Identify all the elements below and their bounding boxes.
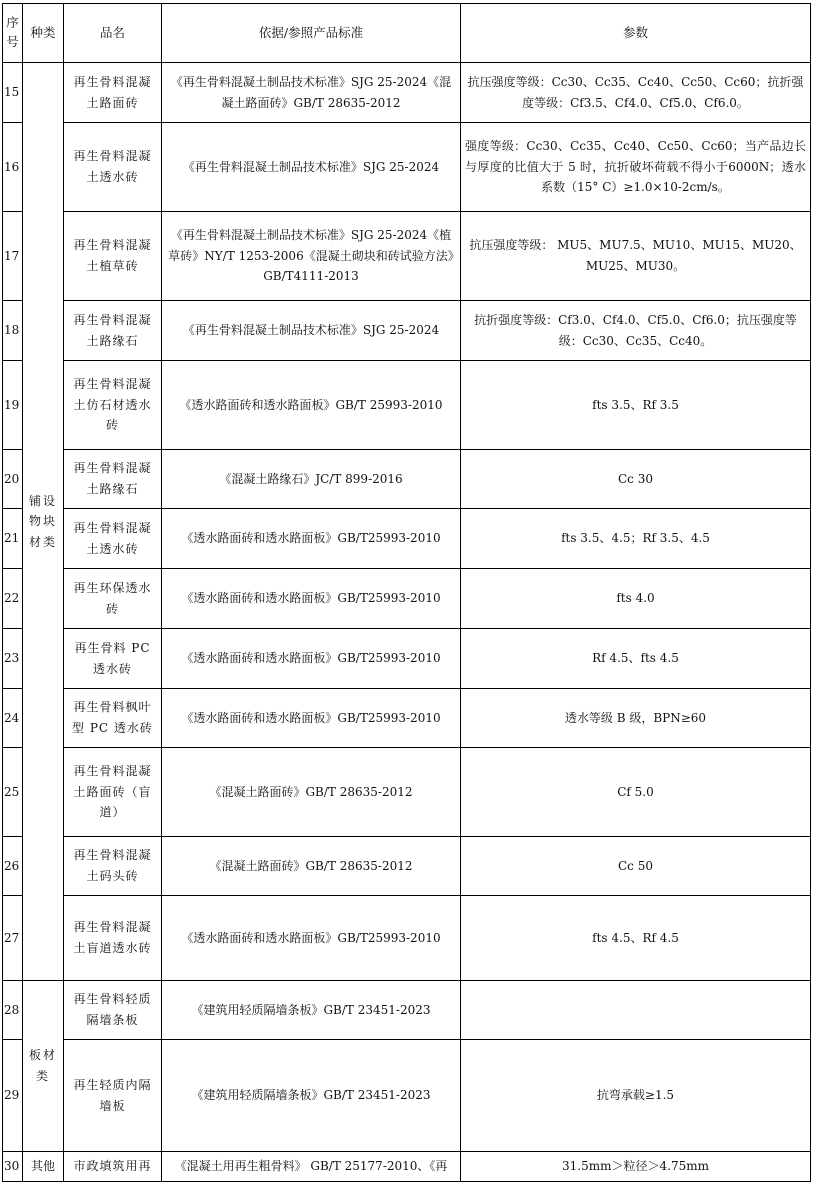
product-standard: 《建筑用轻质隔墙条板》GB/T 23451-2023 <box>162 1040 461 1152</box>
product-params: Cf 5.0 <box>461 748 811 837</box>
row-no: 28 <box>3 981 23 1040</box>
row-no: 17 <box>3 212 23 301</box>
header-category: 种类 <box>23 4 64 63</box>
product-standard: 《混凝土路缘石》JC/T 899-2016 <box>162 450 461 509</box>
table-row <box>3 301 811 361</box>
product-standard: 《混凝土路面砖》GB/T 28635-2012 <box>162 837 461 896</box>
category-other: 其他 <box>23 1152 64 1182</box>
product-params: Cc 50 <box>461 837 811 896</box>
product-name: 再生骨料混凝土路缘石 <box>64 450 162 509</box>
row-no: 27 <box>3 896 23 981</box>
product-standard: 《再生骨料混凝土制品技术标准》SJG 25-2024 <box>162 123 461 212</box>
product-standard: 《透水路面砖和透水路面板》GB/T25993-2010 <box>162 569 461 629</box>
row-no: 29 <box>3 1040 23 1152</box>
product-params <box>461 981 811 1040</box>
product-standard: 《再生骨料混凝土制品技术标准》SJG 25-2024《混凝土路面砖》GB/T 28635-2012 <box>162 63 461 123</box>
product-name: 再生骨料混凝土码头砖 <box>64 837 162 896</box>
product-name: 再生骨料混凝土透水砖 <box>64 509 162 569</box>
table-row <box>3 1040 811 1152</box>
row-no: 30 <box>3 1152 23 1182</box>
header-no: 序号 <box>3 4 23 63</box>
product-standard: 《建筑用轻质隔墙条板》GB/T 23451-2023 <box>162 981 461 1040</box>
product-standard: 《透水路面砖和透水路面板》GB/T25993-2010 <box>162 509 461 569</box>
table-row <box>3 361 811 450</box>
product-standard: 《透水路面砖和透水路面板》GB/T25993-2010 <box>162 896 461 981</box>
table-row <box>3 450 811 509</box>
header-params: 参数 <box>461 4 811 63</box>
header-name: 品名 <box>64 4 162 63</box>
product-standard: 《再生骨料混凝土制品技术标准》SJG 25-2024 <box>162 301 461 361</box>
row-no: 25 <box>3 748 23 837</box>
row-no: 15 <box>3 63 23 123</box>
product-name: 再生骨料枫叶型 PC 透水砖 <box>64 689 162 748</box>
product-standard: 《透水路面砖和透水路面板》GB/T25993-2010 <box>162 689 461 748</box>
table-row <box>3 212 811 301</box>
product-name: 再生骨料轻质隔墙条板 <box>64 981 162 1040</box>
product-params: 31.5mm＞粒径＞4.75mm <box>461 1152 811 1182</box>
product-name: 再生环保透水砖 <box>64 569 162 629</box>
product-name: 再生骨料混凝土路面砖 <box>64 63 162 123</box>
product-params: 透水等级 B 级，BPN≥60 <box>461 689 811 748</box>
table-row <box>3 689 811 748</box>
product-params: 抗压强度等级： MU5、MU7.5、MU10、MU15、MU20、MU25、MU30。 <box>461 212 811 301</box>
product-name: 再生骨料混凝土植草砖 <box>64 212 162 301</box>
table-row <box>3 1152 811 1182</box>
category-board: 板材类 <box>23 981 64 1152</box>
product-params: fts 4.5、Rf 4.5 <box>461 896 811 981</box>
header-row <box>3 4 811 63</box>
table-row <box>3 896 811 981</box>
product-params: Cc 30 <box>461 450 811 509</box>
product-params: fts 4.0 <box>461 569 811 629</box>
product-standard: 《透水路面砖和透水路面板》GB/T 25993-2010 <box>162 361 461 450</box>
table-row <box>3 509 811 569</box>
product-name: 再生骨料 PC透水砖 <box>64 629 162 689</box>
row-no: 23 <box>3 629 23 689</box>
table-row <box>3 748 811 837</box>
table-row <box>3 629 811 689</box>
row-no: 18 <box>3 301 23 361</box>
row-no: 20 <box>3 450 23 509</box>
product-name: 再生骨料混凝土路面砖（盲道） <box>64 748 162 837</box>
product-params: 强度等级：Cc30、Cc35、Cc40、Cc50、Cc60；当产品边长与厚度的比值大于 5 时，抗折破坏荷载不得小于6000N；透水系数（15° C）≥1.0×10-2cm/s。 <box>461 123 811 212</box>
product-name: 市政填筑用再 <box>64 1152 162 1182</box>
product-params: 抗折强度等级：Cf3.0、Cf4.0、Cf5.0、Cf6.0；抗压强度等级：Cc30、Cc35、Cc40。 <box>461 301 811 361</box>
product-params: fts 3.5、Rf 3.5 <box>461 361 811 450</box>
row-no: 16 <box>3 123 23 212</box>
row-no: 19 <box>3 361 23 450</box>
table-row <box>3 63 811 123</box>
row-no: 22 <box>3 569 23 629</box>
product-name: 再生轻质内隔墙板 <box>64 1040 162 1152</box>
product-params: 抗弯承载≥1.5 <box>461 1040 811 1152</box>
row-no: 24 <box>3 689 23 748</box>
product-standard: 《混凝土用再生粗骨料》 GB/T 25177-2010、《再 <box>162 1152 461 1182</box>
product-standard: 《透水路面砖和透水路面板》GB/T25993-2010 <box>162 629 461 689</box>
row-no: 26 <box>3 837 23 896</box>
product-standard: 《再生骨料混凝土制品技术标准》SJG 25-2024《植草砖》NY/T 1253-2006《混凝土砌块和砖试验方法》GB/T4111-2013 <box>162 212 461 301</box>
product-name: 再生骨料混凝土路缘石 <box>64 301 162 361</box>
category-paving: 铺设物块材类 <box>23 63 64 981</box>
product-name: 再生骨料混凝土透水砖 <box>64 123 162 212</box>
table-row <box>3 981 811 1040</box>
product-name: 再生骨料混凝土仿石材透水砖 <box>64 361 162 450</box>
product-params: Rf 4.5、fts 4.5 <box>461 629 811 689</box>
table-row <box>3 123 811 212</box>
table-row <box>3 569 811 629</box>
product-name: 再生骨料混凝土盲道透水砖 <box>64 896 162 981</box>
product-standard: 《混凝土路面砖》GB/T 28635-2012 <box>162 748 461 837</box>
product-params: 抗压强度等级：Cc30、Cc35、Cc40、Cc50、Cc60；抗折强度等级：Cf3.5、Cf4.0、Cf5.0、Cf6.0。 <box>461 63 811 123</box>
row-no: 21 <box>3 509 23 569</box>
header-standard: 依据/参照产品标准 <box>162 4 461 63</box>
product-params: fts 3.5、4.5；Rf 3.5、4.5 <box>461 509 811 569</box>
table-row <box>3 837 811 896</box>
product-standards-table <box>2 3 811 1182</box>
